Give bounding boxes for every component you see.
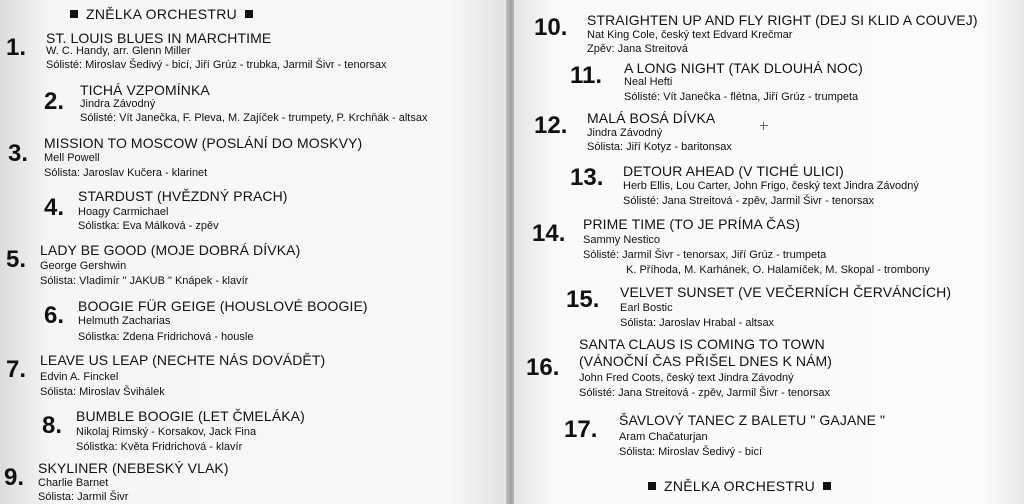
track-author: George Gershwin: [40, 260, 127, 272]
track-author: Herb Ellis, Lou Carter, John Frigo, český text Jindra Závodný: [623, 180, 919, 192]
track-title: A LONG NIGHT (TAK DLOUHÁ NOC): [624, 60, 863, 76]
square-bullet-icon: [245, 10, 253, 18]
track-author: Nikolaj Rimský - Korsakov, Jack Fina: [76, 426, 257, 438]
track-title: MALÁ BOSÁ DÍVKA: [587, 110, 716, 126]
track-number: 13.: [570, 164, 604, 191]
track-title: MISSION TO MOSCOW (POSLÁNÍ DO MOSKVY): [44, 135, 363, 151]
track-soloists: Sólistka: Eva Málková - zpěv: [78, 220, 219, 232]
track-soloists: Sólista: Miroslav Šedivý - bicí: [619, 446, 763, 458]
track-title: BUMBLE BOOGIE (LET ČMELÁKA): [76, 408, 305, 424]
track-number: 10.: [534, 14, 568, 41]
track-number: 14.: [532, 220, 566, 247]
track-title: LEAVE US LEAP (NECHTE NÁS DOVÁDĚT): [40, 352, 326, 368]
track-author: Aram Chačaturjan: [619, 431, 708, 443]
header: [62, 6, 261, 22]
track-author: Helmuth Zacharias: [78, 315, 171, 327]
square-bullet-icon: [70, 10, 78, 18]
track-title: ŠAVLOVÝ TANEC Z BALETU " GAJANE ": [619, 412, 886, 428]
track-number: 2.: [44, 88, 65, 115]
track-soloists: Sólisté: Jarmil Šivr - tenorsax, Jiří Grúz - trumpeta: [583, 249, 827, 261]
track-soloists: Sólisté: Vít Janečka - flétna, Jiří Grúz - trumpeta: [624, 91, 859, 103]
track-author: Sammy Nestico: [583, 234, 661, 246]
track-soloists: Sólista: Vladimír " JAKUB " Knápek - klavír: [40, 275, 249, 287]
track-author: W. C. Handy, arr. Glenn Miller: [46, 45, 191, 57]
track-title: STRAIGHTEN UP AND FLY RIGHT (DEJ SI KLID A COUVEJ): [587, 12, 978, 28]
left-page: [0, 0, 508, 504]
track-soloists: Sólista: Jiří Kotyz - baritonsax: [587, 141, 732, 153]
track-title: SKYLINER (NEBESKÝ VLAK): [38, 460, 229, 476]
track-number: 16.: [526, 354, 560, 381]
track-soloists: Sólisté: Jana Streitová - zpěv, Jarmil Šivr - tenorsax: [623, 195, 875, 207]
square-bullet-icon: [823, 482, 831, 490]
track-author: John Fred Coots, český text Jindra Závodný: [579, 372, 794, 384]
track-number: 7.: [6, 356, 27, 383]
track-title: PRIME TIME (TO JE PRÍMA ČAS): [583, 216, 800, 232]
track-author: Charlie Barnet: [38, 477, 109, 489]
track-soloists: Sólisté: Vít Janečka, F. Pleva, M. Zajíček - trumpety, P. Krchňák - altsax: [80, 112, 428, 124]
track-number: 12.: [534, 112, 568, 139]
track-author: Jindra Závodný: [587, 127, 663, 139]
track-soloists: Sólisté: Miroslav Šedivý - bicí, Jiří Grúz - trubka, Jarmil Šivr - tenorsax: [46, 59, 387, 71]
track-author: Neal Hefti: [624, 76, 673, 88]
track-title: ST. LOUIS BLUES IN MARCHTIME: [46, 30, 272, 46]
track-author: Edvin A. Finckel: [40, 371, 119, 383]
track-title-line-2: (VÁNOČNÍ ČAS PŘIŠEL DNES K NÁM): [579, 353, 833, 369]
track-author: Hoagy Carmichael: [78, 206, 169, 218]
track-soloists: Sólistka: Zdena Fridrichová - housle: [78, 331, 254, 343]
footer: [640, 478, 839, 494]
footer-label: ZNĚLKA ORCHESTRU: [664, 478, 816, 494]
square-bullet-icon: [648, 482, 656, 490]
track-soloists: Sólistka: Květa Fridrichová - klavír: [76, 441, 243, 453]
track-soloists: Sólista: Jaroslav Hrabal - altsax: [620, 317, 775, 329]
track-title: VELVET SUNSET (VE VEČERNÍCH ČERVÁNCÍCH): [620, 284, 952, 300]
track-soloists: Sólista: Jarmil Šivr: [38, 491, 129, 503]
track-number: 3.: [8, 140, 29, 167]
track-author: Jindra Závodný: [80, 98, 156, 110]
track-title: LADY BE GOOD (MOJE DOBRÁ DÍVKA): [40, 242, 301, 258]
red-ink-mark: [760, 122, 768, 130]
track-author: Nat King Cole, český text Edvard Krečmar: [587, 29, 793, 41]
track-number: 4.: [44, 194, 65, 221]
track-number: 6.: [44, 302, 65, 329]
track-number: 5.: [6, 246, 27, 273]
track-soloists: Sólista: Miroslav Švihálek: [40, 386, 165, 398]
track-title: BOOGIE FÜR GEIGE (HOUSLOVÉ BOOGIE): [78, 298, 368, 314]
track-soloists: Sólista: Jaroslav Kučera - klarinet: [44, 167, 208, 179]
track-author: Earl Bostic: [620, 302, 673, 314]
track-number: 17.: [564, 416, 598, 443]
track-number: 11.: [570, 62, 603, 89]
track-number: 9.: [4, 464, 25, 491]
track-number: 1.: [6, 34, 27, 61]
track-title: DETOUR AHEAD (V TICHÉ ULICI): [623, 163, 844, 179]
track-title: TICHÁ VZPOMÍNKA: [80, 82, 210, 98]
track-soloists: Sólisté: Jana Streitová - zpěv, Jarmil Šivr - tenorsax: [579, 387, 831, 399]
track-soloists: Zpěv: Jana Streitová: [587, 43, 688, 55]
track-title: STARDUST (HVĚZDNÝ PRACH): [78, 188, 288, 204]
track-number: 15.: [566, 286, 600, 313]
header-label: ZNĚLKA ORCHESTRU: [86, 6, 238, 22]
track-author: Mell Powell: [44, 152, 100, 164]
track-soloists-continued: K. Příhoda, M. Karhánek, O. Halamíček, M. Skopal - trombony: [626, 264, 930, 276]
right-page: [514, 0, 1024, 504]
track-number: 8.: [42, 412, 63, 439]
track-title: SANTA CLAUS IS COMING TO TOWN: [579, 336, 825, 352]
